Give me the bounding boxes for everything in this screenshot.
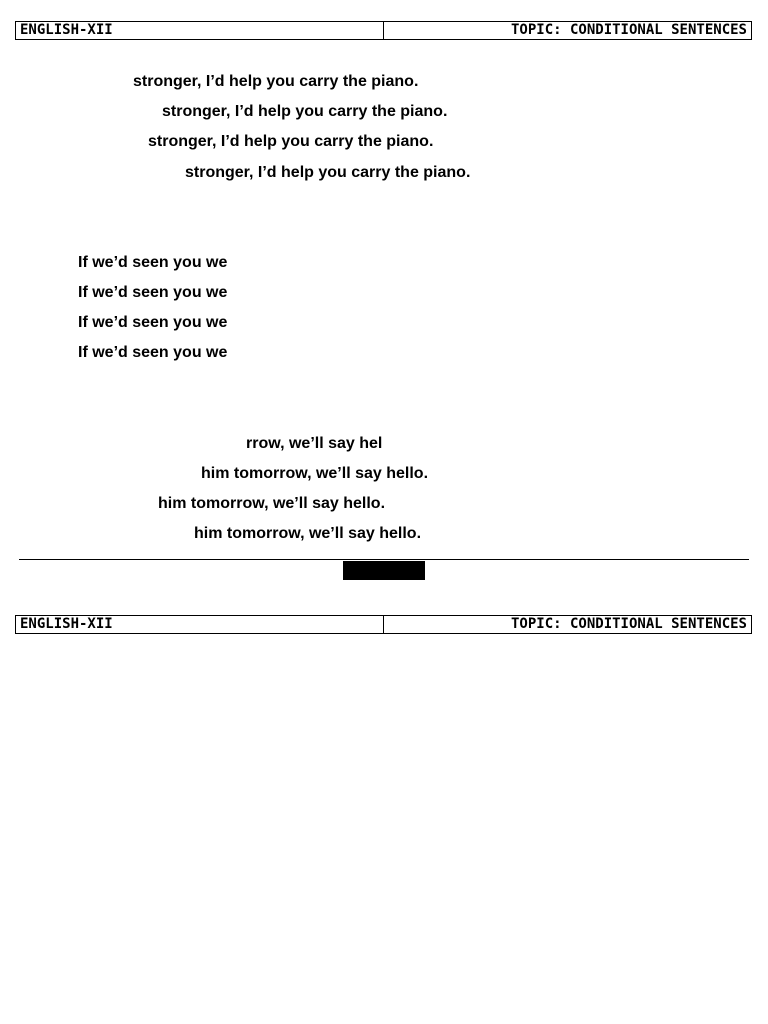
sentence-line: stronger, I’d help you carry the piano. — [162, 103, 448, 120]
header-top — [15, 21, 752, 40]
sentence-line: If we’d seen you we — [78, 254, 228, 271]
sentence-line: If we’d seen you we — [78, 344, 228, 361]
sentence-line: stronger, I’d help you carry the piano. — [148, 133, 434, 150]
header-top-subject: ENGLISH-XII — [16, 22, 384, 39]
sentence-line: him tomorrow, we’ll say hello. — [194, 525, 422, 542]
page-divider — [19, 559, 749, 560]
sentence-line: If we’d seen you we — [78, 284, 228, 301]
page-number-tab — [343, 561, 425, 580]
sentence-line: him tomorrow, we’ll say hello. — [201, 465, 429, 482]
header-bottom-subject: ENGLISH-XII — [16, 616, 384, 633]
sentence-line: If we’d seen you we — [78, 314, 228, 331]
sentence-line: stronger, I’d help you carry the piano. — [185, 164, 471, 181]
header-bottom-topic: TOPIC: CONDITIONAL SENTENCES — [510, 616, 747, 632]
sentence-line: stronger, I’d help you carry the piano. — [133, 73, 419, 90]
header-top-topic: TOPIC: CONDITIONAL SENTENCES — [510, 22, 747, 38]
sentence-line: him tomorrow, we’ll say hello. — [158, 495, 386, 512]
header-bottom — [15, 615, 752, 634]
sentence-line: rrow, we’ll say hel — [246, 435, 383, 452]
